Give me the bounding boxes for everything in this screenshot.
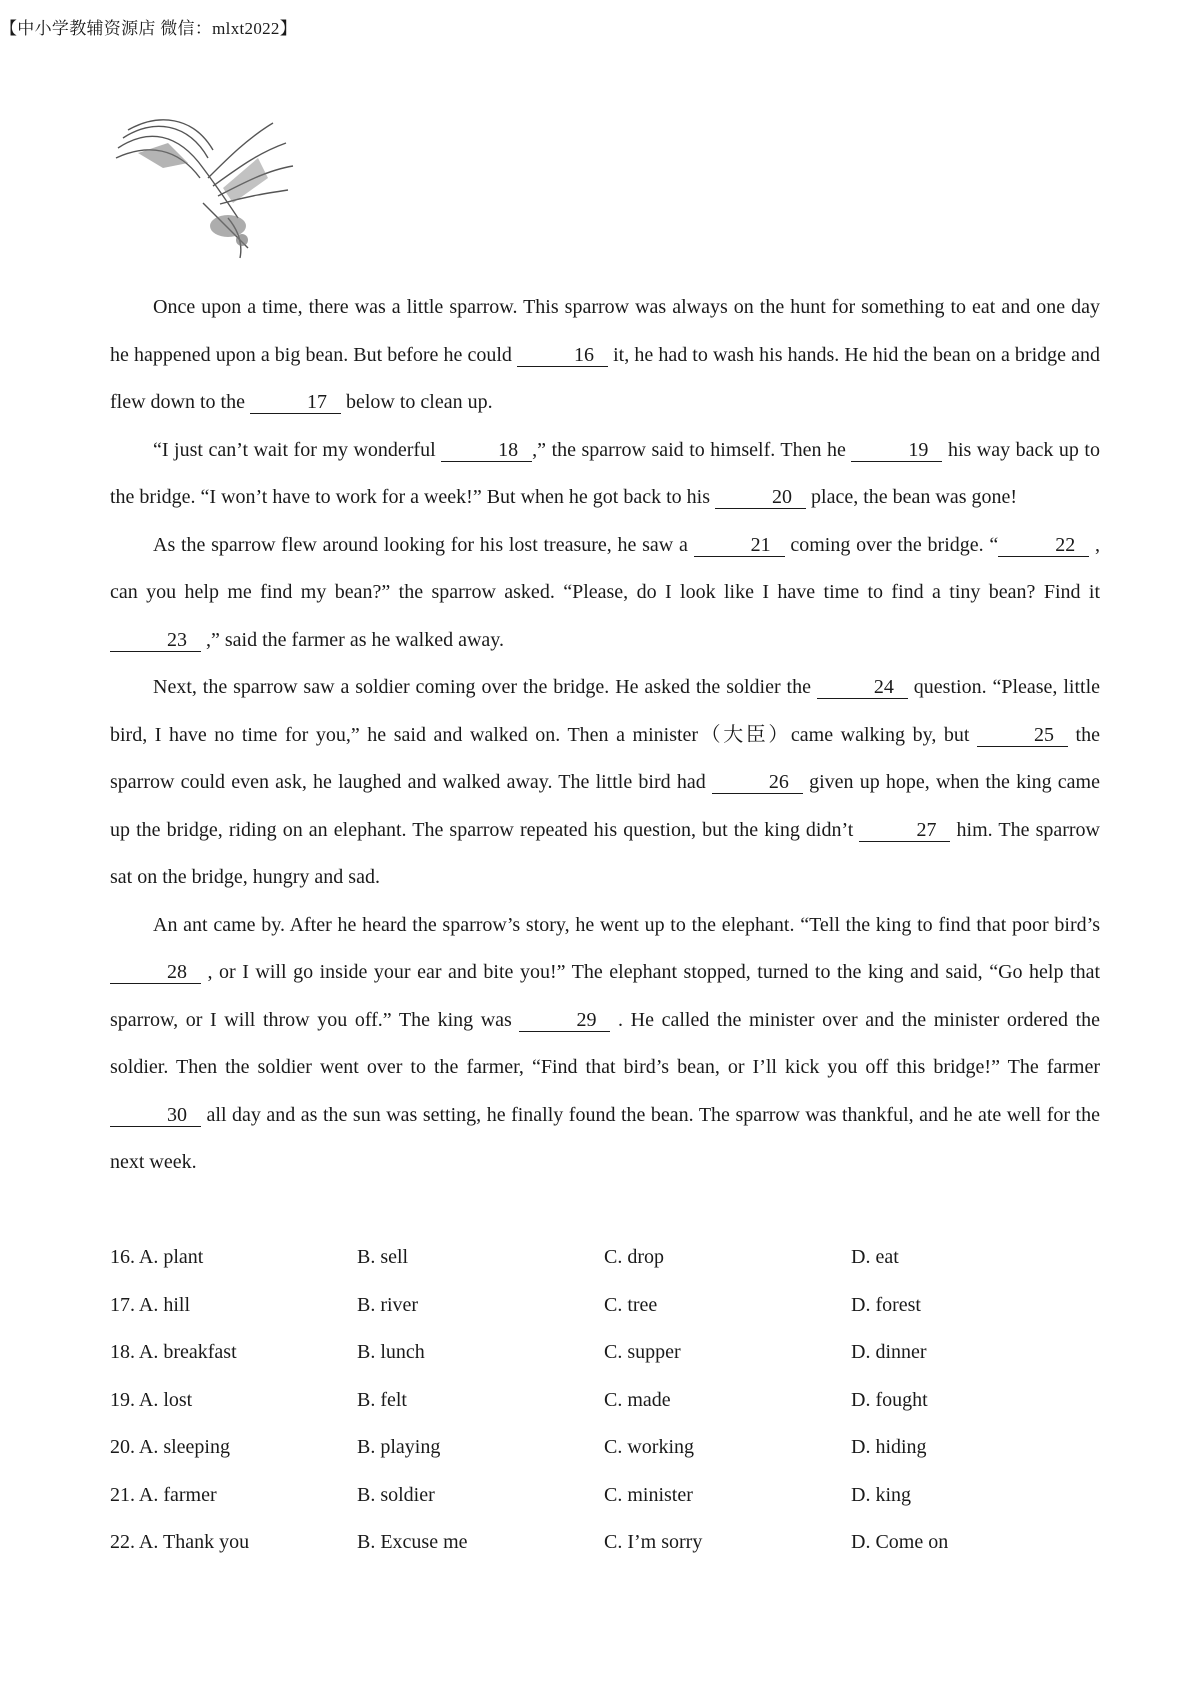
text: all day and as the sun was setting, he finally found the bean. The sparrow was thankful, and he ate well for the next week. <box>110 1103 1100 1173</box>
option-d: D. fought <box>851 1388 928 1411</box>
option-b: B. Excuse me <box>357 1531 468 1553</box>
paragraph-5 <box>110 902 1100 1187</box>
text: As the sparrow flew around looking for his lost treasure, he saw a <box>153 533 694 556</box>
option-c: C. working <box>604 1436 694 1458</box>
text: him. The sparrow sat on the bridge, hungry and sad. <box>110 818 1100 888</box>
option-row-17 <box>110 1282 1110 1330</box>
option-d: D. eat <box>851 1246 899 1268</box>
blank-26: 26 <box>712 771 803 794</box>
blank-25: 25 <box>977 724 1068 747</box>
option-d: D. hiding <box>851 1436 927 1458</box>
option-row-18 <box>110 1329 1110 1377</box>
option-d: D. king <box>851 1483 911 1506</box>
text: below to clean up. <box>340 391 493 413</box>
text: “I just can’t wait for my wonderful <box>153 438 442 461</box>
option-a: 22. A. Thank you <box>110 1531 250 1553</box>
option-d: D. Come on <box>851 1531 949 1553</box>
reading-passage <box>110 284 1100 1187</box>
blank-20: 20 <box>715 486 806 509</box>
text: Once upon a time, there was a little sparrow. This sparrow was always on the hunt for something to eat and one day he happened upon a big bean. But before he could <box>110 296 1100 366</box>
blank-27: 27 <box>859 819 950 842</box>
page-header: 【中小学教辅资源店 微信：mlxt2022】 <box>0 19 298 38</box>
paragraph-3 <box>110 522 1100 665</box>
option-c: C. minister <box>604 1483 693 1506</box>
text: place, the bean was gone! <box>806 486 1018 508</box>
text: coming over the bridge. “ <box>784 533 999 556</box>
option-c: C. made <box>604 1388 671 1411</box>
option-b: B. sell <box>357 1246 409 1268</box>
option-row-20 <box>110 1424 1110 1472</box>
text: it, he had to wash his hands. He hid the bean on a bridge and flew down to the <box>110 343 1100 413</box>
text: question. “Please, little bird, I have no time for you,” he said and walked on. Then a minister（大臣）came walking by, but <box>110 676 1100 746</box>
option-d: D. dinner <box>851 1341 927 1363</box>
text: the sparrow could even ask, he laughed and walked away. The little bird had <box>110 723 1100 793</box>
option-b: B. soldier <box>357 1483 435 1506</box>
blank-28: 28 <box>110 961 201 984</box>
option-c: C. tree <box>604 1293 658 1316</box>
option-d: D. forest <box>851 1293 921 1316</box>
text: given up hope, when the king came up the bridge, riding on an elephant. The sparrow repeated his question, but the king didn’t <box>110 771 1100 841</box>
blank-22: 22 <box>998 534 1089 557</box>
option-row-19 <box>110 1377 1110 1425</box>
text: , can you help me find my bean?” the sparrow asked. “Please, do I look like I have time to find a tiny bean? Find it <box>110 533 1100 603</box>
option-b: B. playing <box>357 1436 441 1458</box>
option-c: C. supper <box>604 1341 681 1363</box>
option-row-22 <box>110 1519 1110 1567</box>
blank-16: 16 <box>517 344 608 367</box>
paragraph-1 <box>110 284 1100 427</box>
answer-options <box>110 1234 1110 1567</box>
option-a: 17. A. hill <box>110 1293 191 1316</box>
blank-17: 17 <box>250 391 341 414</box>
text: . He called the minister over and the minister ordered the soldier. Then the soldier went over to the farmer, “Find that bird’s bean, or I’ll kick you off this bridge!” The farmer <box>110 1008 1100 1078</box>
blank-29: 29 <box>519 1009 610 1032</box>
blank-18: 18 <box>441 439 532 462</box>
option-row-21 <box>110 1472 1110 1520</box>
text: ,” the sparrow said to himself. Then he <box>532 438 852 461</box>
blank-30: 30 <box>110 1104 201 1127</box>
option-a: 20. A. sleeping <box>110 1436 230 1458</box>
option-row-16 <box>110 1234 1110 1282</box>
option-b: B. river <box>357 1293 419 1316</box>
blank-21: 21 <box>694 534 785 557</box>
option-a: 18. A. breakfast <box>110 1341 237 1363</box>
text: , or I will go inside your ear and bite you!” The elephant stopped, turned to the king and said, “Go help that sparrow, or I will throw you off.” The king was <box>110 961 1100 1031</box>
paragraph-2 <box>110 427 1100 522</box>
paragraph-4 <box>110 664 1100 902</box>
text: An ant came by. After he heard the sparrow’s story, he went up to the elephant. “Tell the king to find that poor bird’s <box>153 913 1100 936</box>
bird-illustration <box>108 108 298 268</box>
option-c: C. drop <box>604 1246 664 1268</box>
text: ,” said the farmer as he walked away. <box>201 628 505 651</box>
option-a: 19. A. lost <box>110 1388 193 1411</box>
blank-24: 24 <box>817 676 908 699</box>
option-b: B. felt <box>357 1388 407 1411</box>
text: Next, the sparrow saw a soldier coming over the bridge. He asked the soldier the <box>153 676 817 698</box>
blank-19: 19 <box>851 439 942 462</box>
option-a: 16. A. plant <box>110 1246 204 1268</box>
option-b: B. lunch <box>357 1341 425 1363</box>
text: his way back up to the bridge. “I won’t have to work for a week!” But when he got back to his <box>110 438 1100 508</box>
option-c: C. I’m sorry <box>604 1531 703 1553</box>
option-a: 21. A. farmer <box>110 1483 217 1506</box>
blank-23: 23 <box>110 629 201 652</box>
